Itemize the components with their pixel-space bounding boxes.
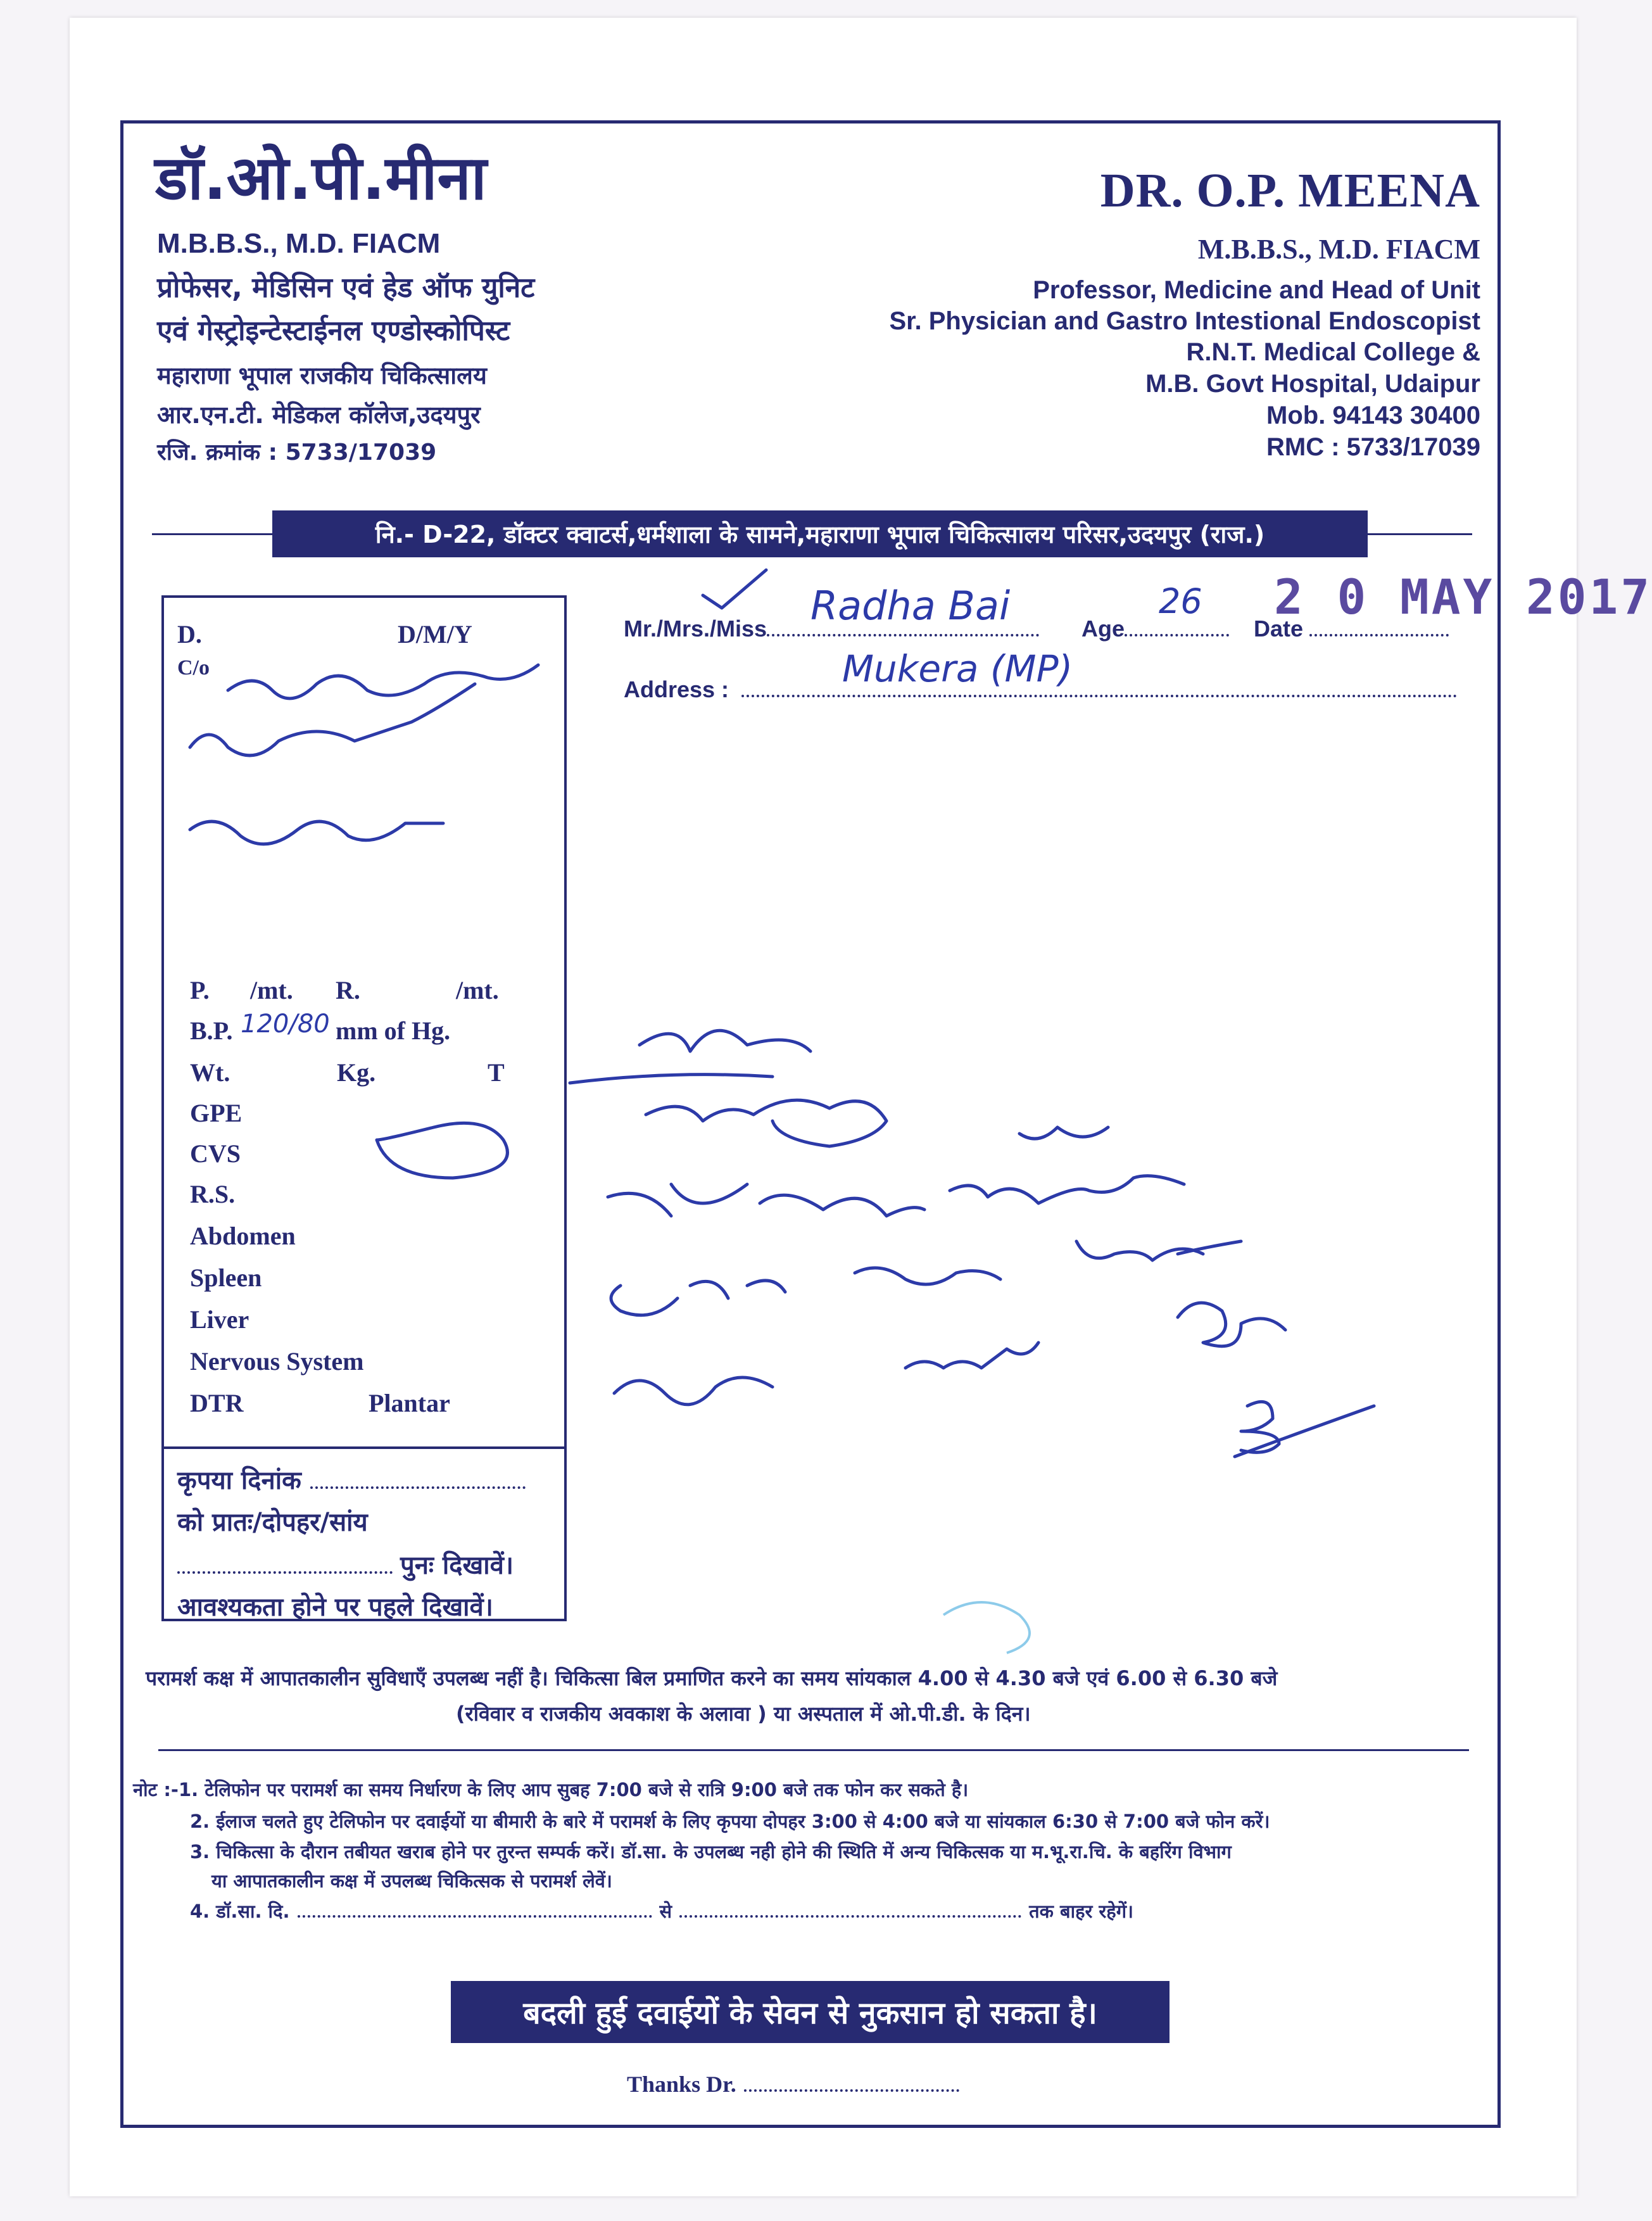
pulse-unit: /mt. [250,976,293,1004]
patient-name-label: Mr./Mrs./Miss [624,616,1039,642]
handwritten-bp: 120/80 [241,1009,330,1039]
pulse-label: P. [190,976,210,1004]
rmc-number: RMC : 5733/17039 [1266,433,1480,461]
tick-mark [703,570,766,608]
complaint-scribble-2 [190,684,475,756]
mobile-number: Mob. 94143 30400 [1266,402,1480,429]
complaint-scribble-1 [228,665,538,699]
college-hindi: आर.एन.टी. मेडिकल कॉलेज,उदयपुर [157,401,481,429]
rx-ecg [1178,1303,1285,1346]
rs-label: R.S. [190,1180,236,1208]
note-3a: 3. चिकित्सा के दौरान तबीयत खराब होने पर तुरन्त सम्पर्क करें। डॉ.सा. के उपलब्ध नही होने की स्थिति में अन्य चिकित्सक या म.भू.रा.चि. के बहरिंग विभाग [190,1841,1232,1863]
d-label: D. [177,620,202,649]
rx-urine [1076,1241,1241,1260]
followup-earlier: आवश्यकता होने पर पहले दिखावें। [177,1593,493,1622]
abdomen-label: Abdomen [190,1222,296,1250]
warning-banner: बदली हुई दवाईयों के सेवन से नुकसान हो सकता है। [451,1981,1170,2043]
rx-cbc-2 [855,1268,1000,1284]
weight-label: Wt. [190,1058,230,1087]
designation-english-1: Professor, Medicine and Head of Unit [1033,276,1480,304]
followup-revisit: पुनः दिखावें। [177,1547,514,1581]
rx-tsh [905,1343,1038,1368]
note-3b: या आपातकालीन कक्ष में उपलब्ध चिकित्सक से परामर्श लेवें। [211,1870,612,1892]
doctor-name-english: DR. O.P. MEENA [1100,164,1480,217]
consultation-note-1: परामर्श कक्ष में आपातकालीन सुविधाएँ उपलब्ध नहीं है। चिकित्सा बिल प्रमाणित करने का समय सांयकाल 4.00 से 4.30 बजे एवं 6.00 से 6.30 बजे [146,1666,1278,1690]
hospital-hindi: महाराणा भूपाल राजकीय चिकित्सालय [157,362,487,389]
designation-hindi-1: प्रोफेसर, मेडिसिन एवं हेड ऑफ युनिट [157,272,535,304]
followup-date: कृपया दिनांक [177,1462,526,1496]
dmy-label: D/M/Y [398,620,472,649]
registration-hindi: रजि. क्रमांक : 5733/17039 [157,440,437,465]
handwritten-age: 26 [1159,581,1202,621]
dtr-label: DTR [190,1389,244,1417]
age-label: Age [1081,616,1229,642]
temperature-label: T [488,1058,505,1087]
hospital-english: M.B. Govt Hospital, Udaipur [1145,370,1480,398]
bp-unit: mm of Hg. [336,1016,451,1045]
nervous-system-label: Nervous System [190,1347,364,1376]
respiration-unit: /mt. [456,976,499,1004]
doctor-name-hindi: डॉ.ओ.पी.मीना [155,142,487,213]
rx-cbc [611,1281,785,1315]
plantar-label: Plantar [369,1389,450,1417]
rx-chest-xray [646,1100,886,1146]
handwritten-address: Mukera (MP) [842,647,1073,690]
date-stamp: 2 0 MAY 2017 [1274,569,1652,625]
rs-circle [377,1123,507,1178]
residence-address-bar: नि.- D-22, डॉक्टर क्वाटर्स,धर्मशाला के सामने,महाराणा भूपाल चिकित्सालय परिसर,उदयपुर (राज.) [272,510,1368,557]
degree-hindi-side: M.B.B.S., M.D. FIACM [157,228,441,259]
degree-english: M.B.B.S., M.D. FIACM [1197,234,1480,265]
rx-bsr [614,1377,772,1405]
rx-signature [1235,1402,1374,1457]
thanks-dr: Thanks Dr. [627,2071,959,2098]
rx-view-label [1019,1127,1108,1139]
college-english: R.N.T. Medical College & [1186,338,1480,366]
followup-time: को प्रातः/दोपहर/सांय [177,1508,368,1537]
gpe-label: GPE [190,1099,243,1127]
note-4: 4. डॉ.सा. दि. से तक बाहर रहेगें। [190,1901,1134,1922]
blue-smudge [943,1602,1030,1653]
spleen-label: Spleen [190,1263,262,1292]
note-2: 2. ईलाज चलते हुए टेलिफोन पर दवाईयों या बीमारी के बारे में परामर्श के लिए कृपया दोपहर 3:00 से 4:00 बजे या सांयकाल 6:30 से 7:00 बजे फोन करें। [190,1811,1270,1832]
note-1: नोट :-1. टेलिफोन पर परामर्श का समय निर्धारण के लिए आप सुबह 7:00 बजे से रात्रि 9:00 बजे तक फोन कर सकते है। [133,1779,969,1800]
handwritten-patient-name: Radha Bai [810,583,1011,629]
bp-label: B.P. [190,1016,233,1045]
address-label: Address : [624,676,1457,703]
designation-hindi-2: एवं गेस्ट्रोइन्टेस्टाईनल एण्डोस्कोपिस्ट [157,315,510,347]
date-label: Date [1254,616,1449,642]
complaint-label: C/o [177,656,210,680]
rx-pns-xray [608,1176,1184,1216]
liver-label: Liver [190,1305,249,1334]
respiration-label: R. [336,976,360,1004]
rx-alc-underline [570,1075,772,1083]
cvs-label: CVS [190,1139,241,1168]
consultation-note-2: (रविवार व राजकीय अवकाश के अलावा ) या अस्पताल में ओ.पी.डी. के दिन। [456,1702,1031,1726]
designation-english-2: Sr. Physician and Gastro Intestional Endoscopist [889,307,1480,335]
complaint-scribble-3 [190,821,443,844]
rx-alc [640,1030,810,1051]
weight-unit: Kg. [337,1058,376,1087]
